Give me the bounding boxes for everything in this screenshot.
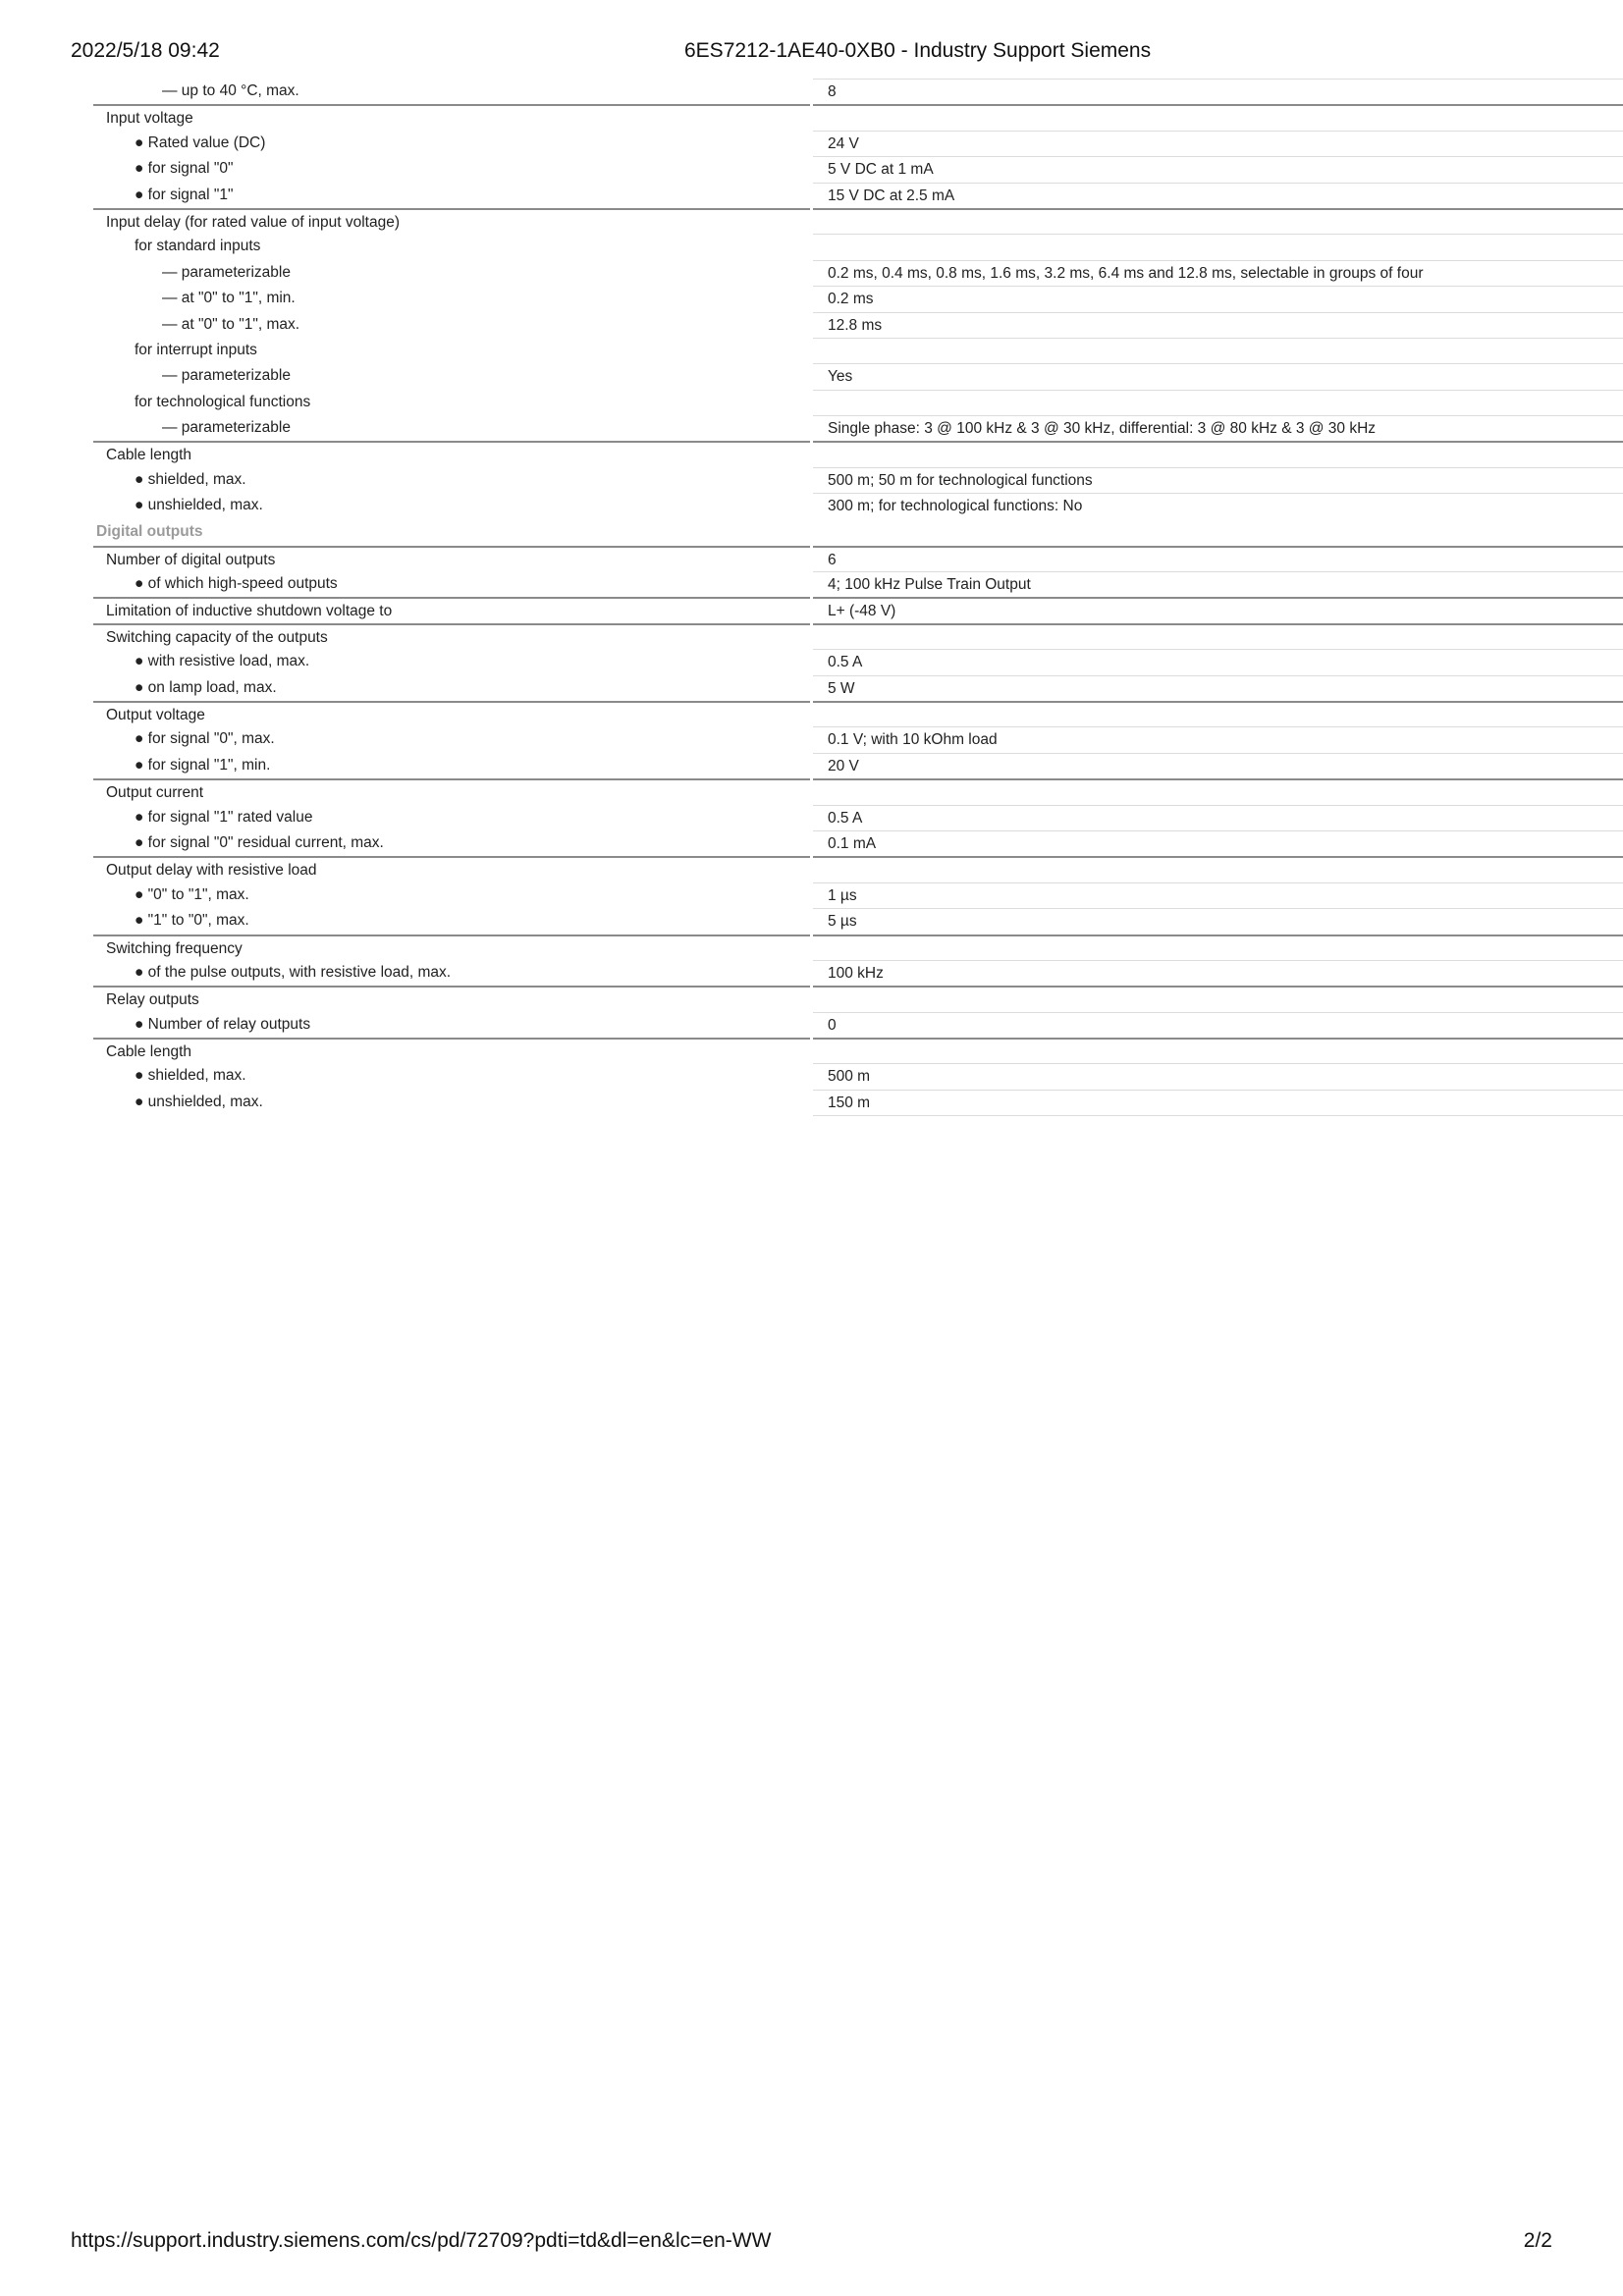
spec-row xyxy=(93,183,1623,208)
spec-value xyxy=(813,338,1623,363)
spec-value: 5 µs xyxy=(813,908,1623,934)
print-date: 2022/5/18 09:42 xyxy=(71,39,220,62)
spec-label: ● for signal "0" residual current, max. xyxy=(135,833,384,851)
spec-label: — parameterizable xyxy=(162,367,291,385)
spec-value: 20 V xyxy=(813,753,1623,778)
spec-label: — parameterizable xyxy=(162,263,291,281)
spec-row xyxy=(93,778,1623,804)
spec-value: 6 xyxy=(813,546,1623,571)
spec-label: ● "1" to "0", max. xyxy=(135,912,249,930)
spec-label: Switching capacity of the outputs xyxy=(93,623,810,649)
spec-row xyxy=(93,805,1623,830)
spec-row xyxy=(93,1090,1623,1115)
spec-row xyxy=(93,1038,1623,1063)
spec-row xyxy=(93,104,1623,130)
spec-row xyxy=(93,546,1623,571)
spec-label: Input voltage xyxy=(93,104,810,130)
spec-row xyxy=(93,960,1623,986)
spec-label: for standard inputs xyxy=(135,238,261,255)
spec-label: Input delay (for rated value of input voltage) xyxy=(93,208,810,234)
spec-row xyxy=(93,363,1623,389)
spec-value: Yes xyxy=(813,363,1623,389)
spec-label: ● shielded, max. xyxy=(135,1067,246,1085)
spec-label: Limitation of inductive shutdown voltage to xyxy=(93,597,810,622)
spec-label: ● for signal "1", min. xyxy=(135,756,271,774)
spec-row xyxy=(93,986,1623,1011)
spec-value xyxy=(813,856,1623,881)
spec-value: 4; 100 kHz Pulse Train Output xyxy=(813,571,1623,597)
spec-value xyxy=(813,986,1623,1011)
spec-value: 500 m xyxy=(813,1063,1623,1089)
spec-label: — up to 40 °C, max. xyxy=(162,82,299,99)
spec-value: 5 V DC at 1 mA xyxy=(813,156,1623,182)
spec-row xyxy=(93,1063,1623,1089)
spec-label: Cable length xyxy=(93,441,810,466)
spec-label: ● for signal "1" xyxy=(135,186,234,203)
spec-row xyxy=(93,286,1623,311)
spec-label: ● on lamp load, max. xyxy=(135,678,277,696)
spec-value: 0.1 V; with 10 kOhm load xyxy=(813,726,1623,752)
spec-label: ● unshielded, max. xyxy=(135,497,263,514)
spec-row xyxy=(93,441,1623,466)
spec-label: — at "0" to "1", min. xyxy=(162,290,296,307)
spec-value: 0 xyxy=(813,1012,1623,1038)
spec-value xyxy=(813,934,1623,960)
spec-value: 8 xyxy=(813,79,1623,104)
spec-row xyxy=(93,493,1623,518)
spec-row xyxy=(93,571,1623,597)
spec-value: L+ (-48 V) xyxy=(813,597,1623,622)
spec-row xyxy=(93,260,1623,286)
spec-value: 300 m; for technological functions: No xyxy=(813,493,1623,518)
spec-value: 15 V DC at 2.5 mA xyxy=(813,183,1623,208)
spec-row xyxy=(93,338,1623,363)
spec-label: — at "0" to "1", max. xyxy=(162,315,300,333)
spec-label: Output delay with resistive load xyxy=(93,856,810,881)
spec-label: ● for signal "1" rated value xyxy=(135,808,313,826)
spec-row xyxy=(93,415,1623,441)
spec-row xyxy=(93,726,1623,752)
spec-row xyxy=(93,649,1623,674)
spec-label: ● "0" to "1", max. xyxy=(135,885,249,903)
spec-value xyxy=(813,701,1623,726)
spec-label: Output voltage xyxy=(93,701,810,726)
spec-row xyxy=(93,79,1623,104)
spec-value: Single phase: 3 @ 100 kHz & 3 @ 30 kHz, differential: 3 @ 80 kHz & 3 @ 30 kHz xyxy=(813,415,1623,441)
spec-label: ● of the pulse outputs, with resistive load, max. xyxy=(135,963,452,981)
section-heading xyxy=(93,519,1623,546)
spec-label: for interrupt inputs xyxy=(135,341,257,358)
spec-value: 0.5 A xyxy=(813,649,1623,674)
spec-row xyxy=(93,312,1623,338)
spec-row xyxy=(93,753,1623,778)
spec-value: 1 µs xyxy=(813,882,1623,908)
spec-row xyxy=(93,234,1623,259)
spec-row xyxy=(93,156,1623,182)
spec-value: 24 V xyxy=(813,131,1623,156)
spec-label: Output current xyxy=(93,778,810,804)
spec-row xyxy=(93,856,1623,881)
spec-value: 150 m xyxy=(813,1090,1623,1115)
spec-row xyxy=(93,131,1623,156)
page-number: 2/2 xyxy=(1523,2229,1552,2252)
spec-value: 0.2 ms, 0.4 ms, 0.8 ms, 1.6 ms, 3.2 ms, 6.4 ms and 12.8 ms, selectable in groups of four xyxy=(813,260,1623,286)
page-url: https://support.industry.siemens.com/cs/pd/72709?pdti=td&dl=en&lc=en-WW xyxy=(71,2229,772,2252)
spec-label: Cable length xyxy=(93,1038,810,1063)
spec-value xyxy=(813,778,1623,804)
spec-value: 500 m; 50 m for technological functions xyxy=(813,467,1623,493)
spec-label: ● for signal "0" xyxy=(135,160,234,178)
spec-row xyxy=(93,467,1623,493)
spec-value: 0.2 ms xyxy=(813,286,1623,311)
spec-row xyxy=(93,208,1623,234)
spec-label: ● for signal "0", max. xyxy=(135,730,275,748)
technical-specifications-table xyxy=(93,79,1623,1115)
spec-value: 5 W xyxy=(813,675,1623,701)
spec-value: 100 kHz xyxy=(813,960,1623,986)
spec-value xyxy=(813,623,1623,649)
spec-row xyxy=(93,675,1623,701)
spec-value xyxy=(813,390,1623,415)
spec-label: ● of which high-speed outputs xyxy=(135,575,338,593)
spec-row xyxy=(93,830,1623,856)
spec-value xyxy=(813,104,1623,130)
spec-label: ● with resistive load, max. xyxy=(135,653,310,670)
spec-label: Relay outputs xyxy=(93,986,810,1011)
spec-label: — parameterizable xyxy=(162,419,291,437)
page-title: 6ES7212-1AE40-0XB0 - Industry Support Siemens xyxy=(684,39,1152,62)
spec-row xyxy=(93,908,1623,934)
spec-value xyxy=(813,441,1623,466)
spec-value: 0.5 A xyxy=(813,805,1623,830)
spec-row xyxy=(93,934,1623,960)
spec-row xyxy=(93,1012,1623,1038)
spec-value xyxy=(813,208,1623,234)
spec-row xyxy=(93,597,1623,622)
section-title: Digital outputs xyxy=(96,522,203,540)
spec-value xyxy=(813,234,1623,259)
table-bottom-rule xyxy=(813,1115,1623,1116)
spec-value xyxy=(813,1038,1623,1063)
spec-label: ● Number of relay outputs xyxy=(135,1015,311,1033)
spec-label: for technological functions xyxy=(135,393,311,410)
print-header xyxy=(0,39,1623,69)
spec-label: Number of digital outputs xyxy=(93,546,810,571)
print-footer xyxy=(0,2229,1623,2259)
spec-value: 12.8 ms xyxy=(813,312,1623,338)
spec-row xyxy=(93,882,1623,908)
spec-value: 0.1 mA xyxy=(813,830,1623,856)
spec-row xyxy=(93,623,1623,649)
spec-row xyxy=(93,390,1623,415)
spec-label: ● unshielded, max. xyxy=(135,1093,263,1110)
spec-label: ● Rated value (DC) xyxy=(135,133,266,151)
spec-label: Switching frequency xyxy=(93,934,810,960)
spec-row xyxy=(93,701,1623,726)
spec-label: ● shielded, max. xyxy=(135,470,246,488)
